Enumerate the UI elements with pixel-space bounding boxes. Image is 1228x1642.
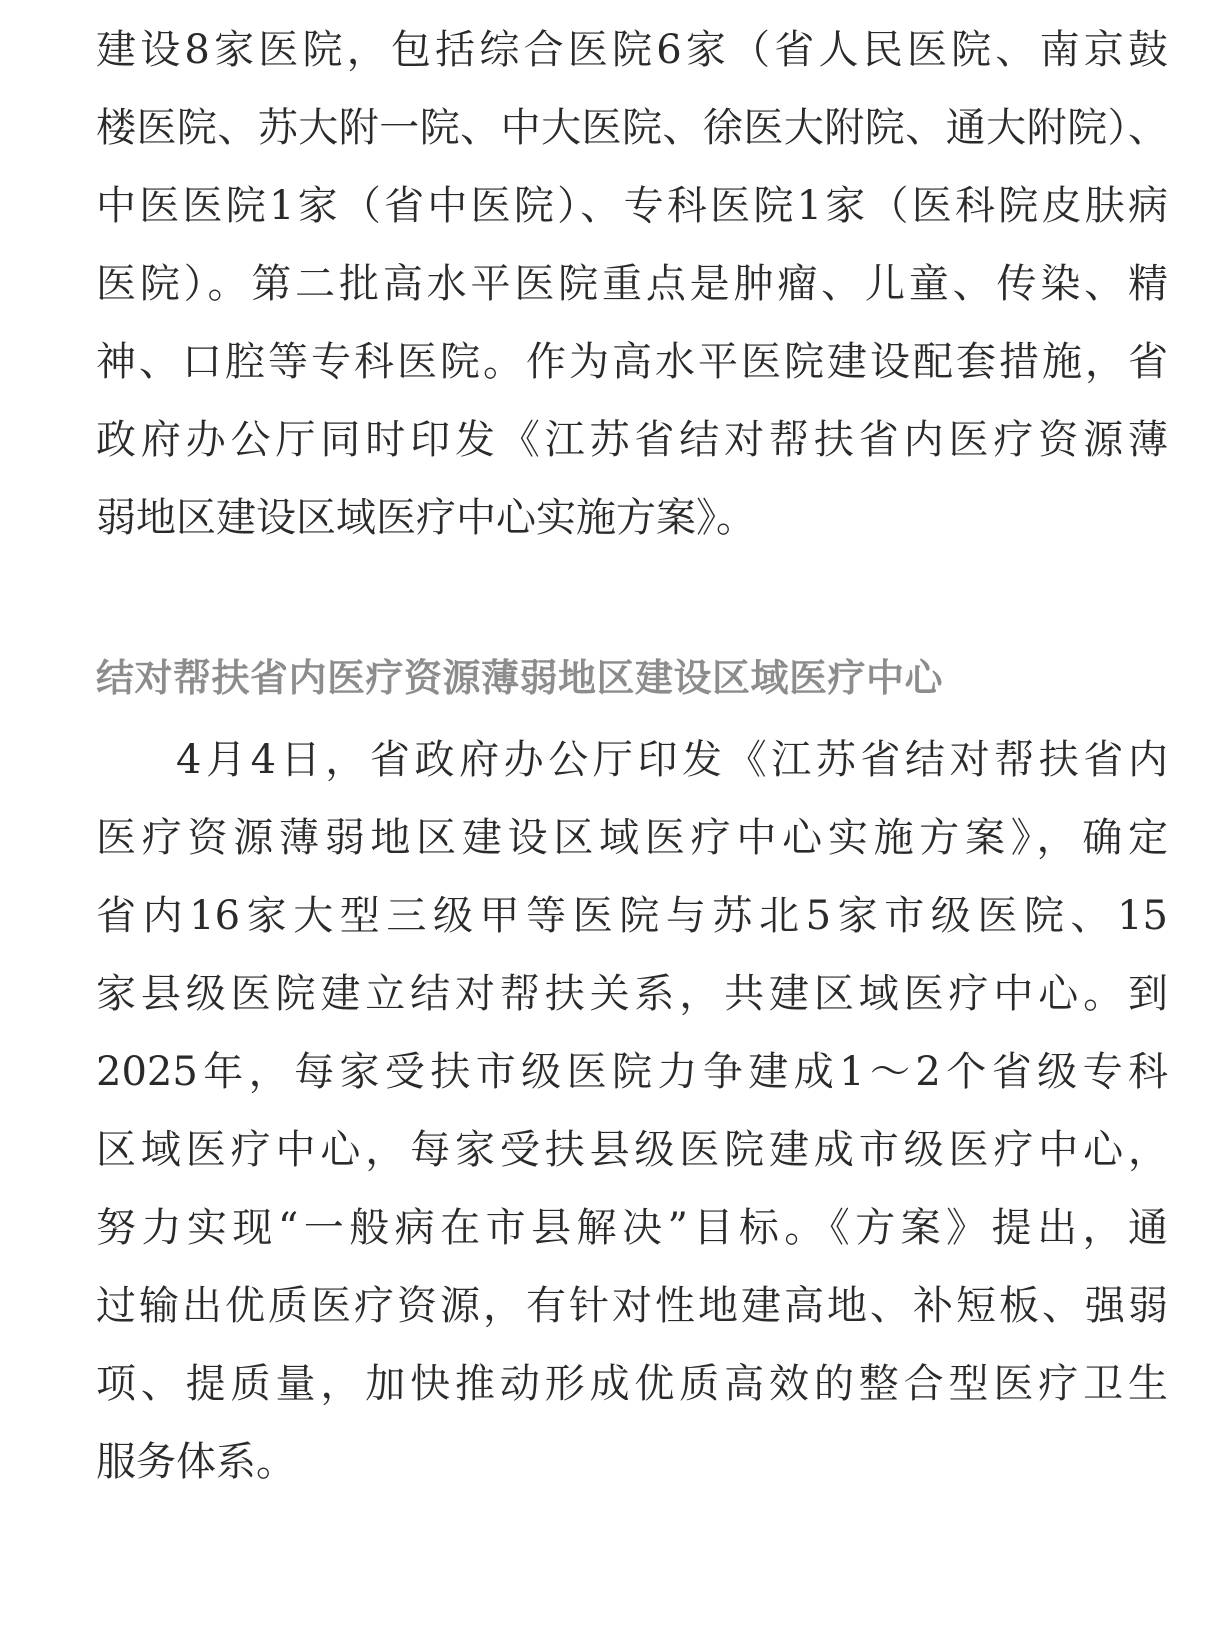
paragraph-line: 医院）。第二批高水平医院重点是肿瘤、儿童、传染、精	[96, 261, 1168, 307]
paragraph-line: 省内16家大型三级甲等医院与苏北5家市级医院、15	[96, 893, 1168, 939]
paragraph-line: 弱地区建设区域医疗中心实施方案》。	[96, 495, 756, 541]
paragraph-line: 区域医疗中心，每家受扶县级医院建成市级医疗中心，	[96, 1127, 1168, 1173]
paragraph-line: 楼医院、苏大附一院、中大医院、徐医大附院、通大附院）、	[96, 105, 1168, 151]
paragraph-line: 项、提质量，加快推动形成优质高效的整合型医疗卫生	[96, 1361, 1168, 1407]
paragraph-line: 医疗资源薄弱地区建设区域医疗中心实施方案》，确定	[96, 815, 1168, 861]
paragraph-line: 神、口腔等专科医院。作为高水平医院建设配套措施，省	[96, 339, 1168, 385]
paragraph-line: 中医医院1家（省中医院）、专科医院1家（医科院皮肤病	[96, 183, 1168, 229]
paragraph-line: 家县级医院建立结对帮扶关系，共建区域医疗中心。到	[96, 971, 1168, 1017]
paragraph-line: 建设8家医院，包括综合医院6家（省人民医院、南京鼓	[96, 27, 1168, 73]
section-heading: 结对帮扶省内医疗资源薄弱地区建设区域医疗中心	[96, 656, 944, 700]
paragraph-line: 政府办公厅同时印发《江苏省结对帮扶省内医疗资源薄	[96, 417, 1168, 463]
paragraph-line: 4月4日，省政府办公厅印发《江苏省结对帮扶省内	[176, 737, 1168, 783]
paragraph-line: 过输出优质医疗资源，有针对性地建高地、补短板、强弱	[96, 1283, 1168, 1329]
paragraph-line: 服务体系。	[96, 1439, 296, 1485]
paragraph-line: 2025年，每家受扶市级医院力争建成1～2个省级专科	[96, 1049, 1168, 1095]
paragraph-line: 努力实现“一般病在市县解决”目标。《方案》提出，通	[96, 1205, 1168, 1251]
